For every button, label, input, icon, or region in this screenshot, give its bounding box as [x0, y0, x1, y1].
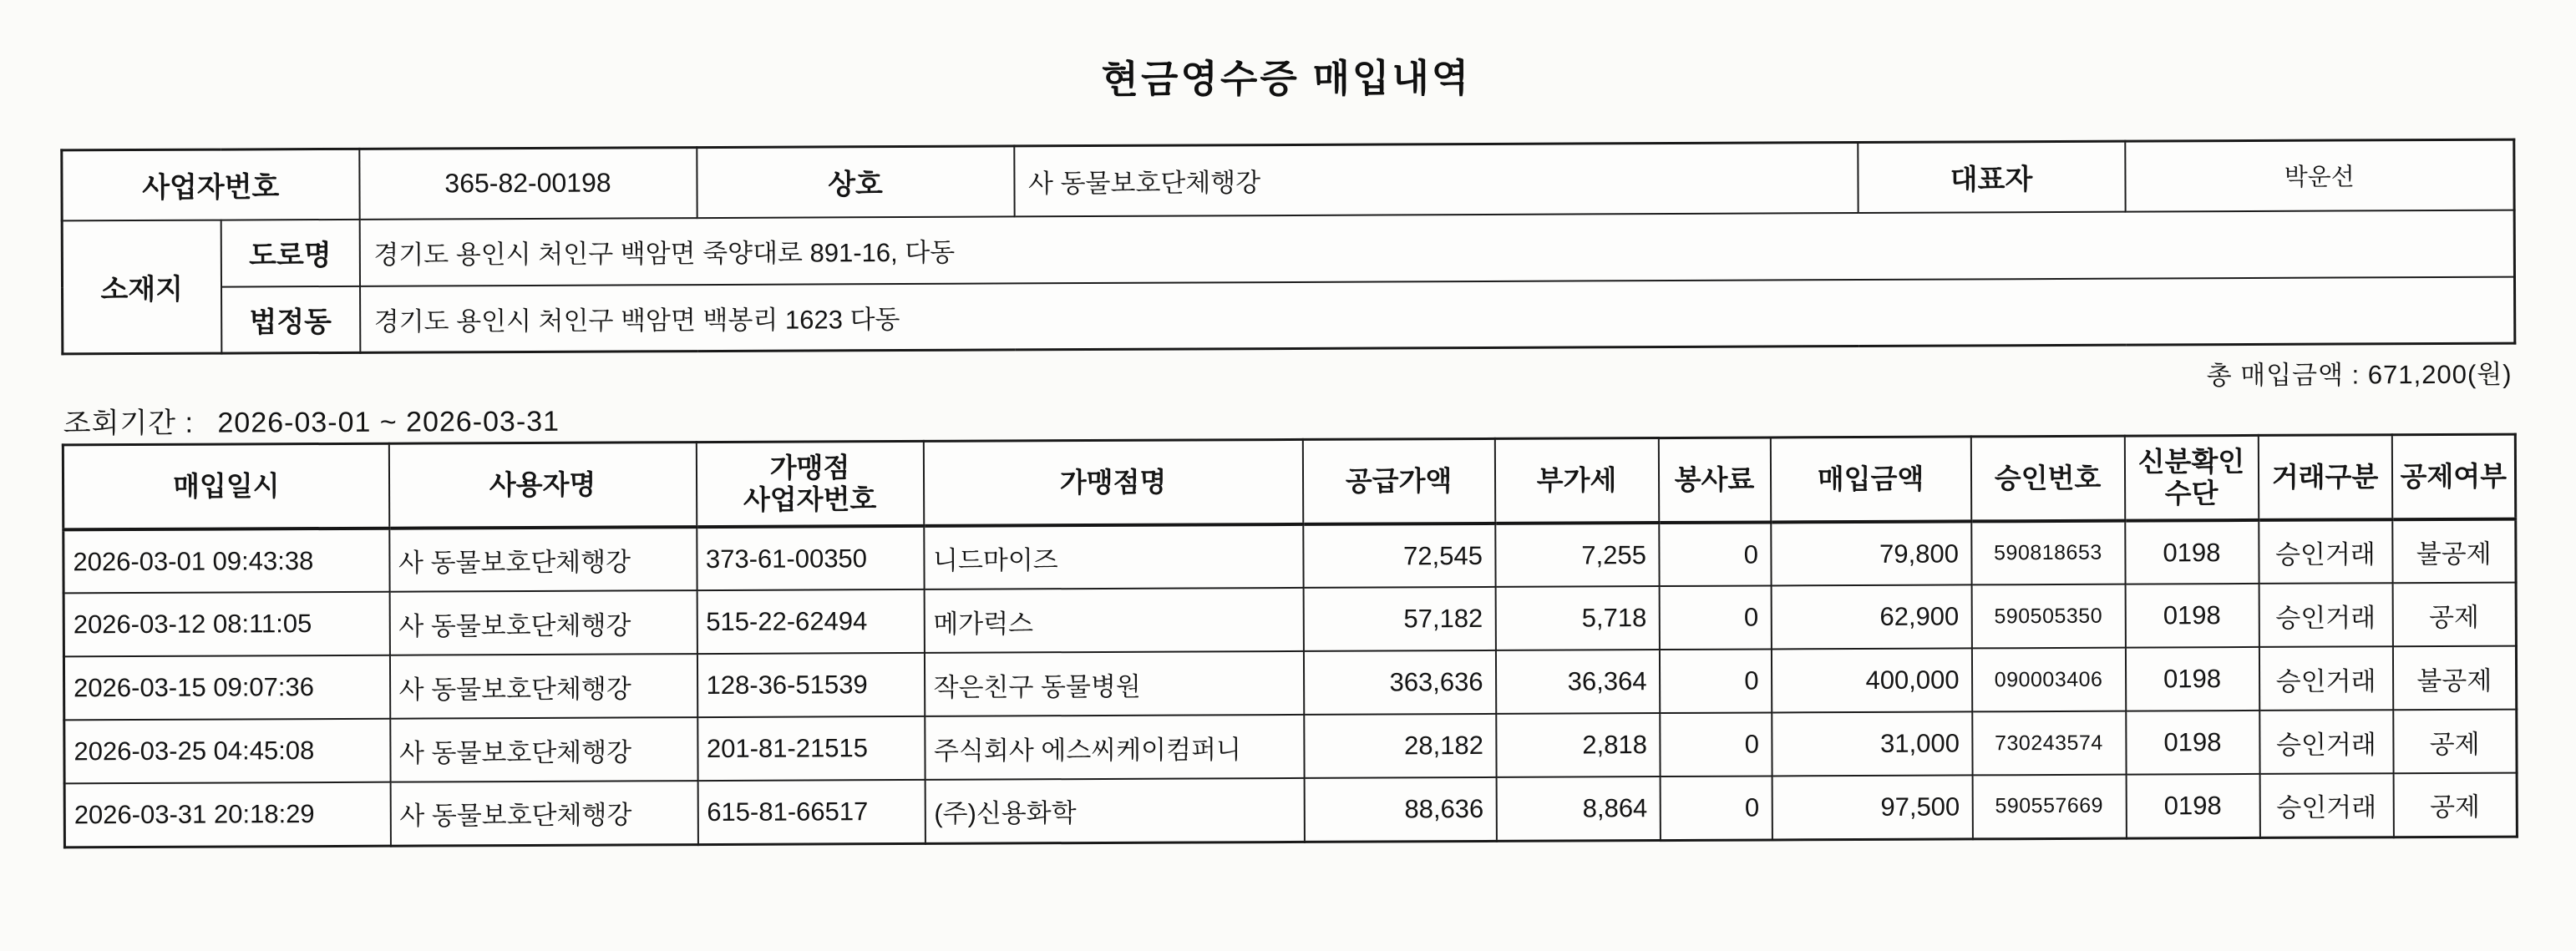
table-cell: 2026-03-12 08:11:05 [63, 592, 389, 657]
table-cell: 730243574 [1972, 711, 2126, 776]
company-name-label: 상호 [697, 146, 1014, 218]
road-address-value: 경기도 용인시 처인구 백암면 죽양대로 891-16, 다동 [359, 210, 2514, 286]
table-cell: 사 동물보호단체행강 [390, 717, 697, 782]
table-header-row [63, 434, 2515, 529]
table-row [63, 276, 2515, 354]
table-cell: 사 동물보호단체행강 [390, 781, 697, 846]
col-header-merchant-business-number: 가맹점 사업자번호 [696, 441, 923, 527]
table-cell: 590818653 [1971, 521, 2125, 585]
table-cell: 363,636 [1303, 650, 1495, 715]
table-cell: 0 [1659, 585, 1771, 650]
table-row [64, 773, 2517, 847]
business-number-value: 365-82-00198 [359, 148, 697, 220]
table-cell: 28,182 [1304, 714, 1496, 778]
page-title: 현금영수증 매입내역 [1101, 56, 1472, 101]
col-header-supply-value: 공급가액 [1302, 438, 1494, 524]
business-number-label: 사업자번호 [62, 149, 359, 220]
col-header-deduction-status: 공제여부 [2391, 434, 2515, 519]
representative-value: 박운선 [2125, 139, 2514, 211]
table-cell: 승인거래 [2259, 710, 2393, 774]
table-cell: 2026-03-25 04:45:08 [64, 719, 390, 784]
table-cell: 8,864 [1496, 776, 1660, 841]
table-cell: 승인거래 [2259, 773, 2393, 837]
table-cell: 승인거래 [2259, 519, 2392, 584]
table-row [63, 583, 2516, 657]
table-cell: 메가럭스 [924, 588, 1303, 653]
table-cell: 0 [1660, 776, 1772, 840]
table-cell: 0198 [2126, 711, 2259, 775]
col-header-id-verification-method: 신분확인 수단 [2124, 435, 2258, 520]
business-info-table [60, 139, 2516, 356]
table-cell: 615-81-66517 [697, 780, 925, 844]
purchase-history-table [62, 433, 2518, 848]
table-row [63, 646, 2516, 721]
col-header-merchant-name: 가맹점명 [923, 439, 1302, 525]
table-cell: 사 동물보호단체행강 [389, 590, 697, 655]
table-cell: 201-81-21515 [697, 716, 925, 781]
query-period-value: 2026-03-01 ~ 2026-03-31 [217, 405, 560, 439]
table-cell: 97,500 [1772, 775, 1972, 839]
table-cell: (주)신용화학 [925, 778, 1304, 843]
table-cell: 니드마이즈 [924, 524, 1303, 589]
table-cell: 88,636 [1304, 777, 1496, 842]
table-cell: 2,818 [1496, 713, 1660, 777]
table-cell: 2026-03-31 20:18:29 [64, 782, 390, 847]
table-cell: 36,364 [1495, 650, 1659, 714]
table-cell: 5,718 [1495, 586, 1659, 650]
table-cell: 515-22-62494 [697, 589, 924, 654]
table-cell: 2026-03-15 09:07:36 [63, 655, 389, 721]
road-address-label: 도로명 [221, 219, 359, 286]
total-amount-label: 총 매입금액 : [2206, 360, 2360, 391]
total-purchase-amount [2207, 353, 2513, 392]
table-cell: 승인거래 [2259, 646, 2392, 711]
table-cell: 72,545 [1303, 524, 1495, 588]
table-cell: 590505350 [1971, 584, 2125, 649]
table-cell: 불공제 [2392, 646, 2516, 711]
table-cell: 373-61-00350 [697, 526, 924, 590]
table-cell: 0 [1660, 712, 1772, 776]
table-cell: 공제 [2393, 710, 2517, 774]
table-cell: 불공제 [2392, 519, 2516, 584]
table-cell: 090003406 [1971, 648, 2125, 712]
col-header-purchase-datetime: 매입일시 [63, 443, 388, 529]
address-label: 소재지 [62, 220, 221, 354]
query-period-label: 조회기간 : [63, 407, 195, 440]
table-cell: 7,255 [1495, 523, 1659, 587]
col-header-purchase-amount: 매입금액 [1770, 437, 1970, 523]
table-cell: 2026-03-01 09:43:38 [63, 529, 389, 594]
table-row [62, 139, 2514, 220]
table-cell: 승인거래 [2259, 583, 2392, 647]
table-row [64, 710, 2517, 784]
col-header-approval-number: 승인번호 [1970, 436, 2124, 521]
col-header-user-name: 사용자명 [388, 443, 696, 529]
table-cell: 0 [1659, 649, 1771, 713]
col-header-service-charge: 봉사료 [1658, 438, 1770, 523]
table-cell: 590557669 [1972, 775, 2126, 839]
table-row [62, 210, 2514, 287]
table-cell: 57,182 [1303, 587, 1495, 651]
total-amount-value: 671,200(원) [2367, 359, 2513, 390]
table-cell: 0198 [2125, 647, 2259, 711]
table-cell: 128-36-51539 [697, 653, 924, 717]
table-cell: 공제 [2392, 583, 2516, 647]
table-cell: 0 [1659, 522, 1771, 586]
table-cell: 공제 [2393, 773, 2517, 837]
col-header-transaction-type: 거래구분 [2258, 435, 2391, 520]
table-cell: 31,000 [1772, 711, 1972, 776]
table-row [63, 519, 2516, 594]
table-cell: 0198 [2125, 584, 2259, 648]
table-cell: 0198 [2125, 520, 2259, 584]
legal-dong-value: 경기도 용인시 처인구 백암면 백봉리 1623 다동 [360, 276, 2515, 352]
legal-dong-label: 법정동 [221, 286, 360, 353]
table-cell: 작은친구 동물병원 [924, 651, 1303, 716]
col-header-vat: 부가세 [1494, 438, 1658, 524]
query-period [63, 398, 560, 442]
table-cell: 79,800 [1771, 521, 1971, 585]
table-cell: 사 동물보호단체행강 [389, 527, 697, 592]
company-name-value: 사 동물보호단체행강 [1014, 143, 1858, 216]
table-cell: 0198 [2126, 774, 2259, 838]
table-cell: 400,000 [1771, 648, 1971, 712]
table-cell: 62,900 [1771, 584, 1971, 649]
table-cell: 사 동물보호단체행강 [389, 654, 697, 719]
summary-band [61, 345, 2513, 444]
representative-label: 대표자 [1858, 141, 2125, 212]
table-cell: 주식회사 에스씨케이컴퍼니 [925, 715, 1304, 780]
